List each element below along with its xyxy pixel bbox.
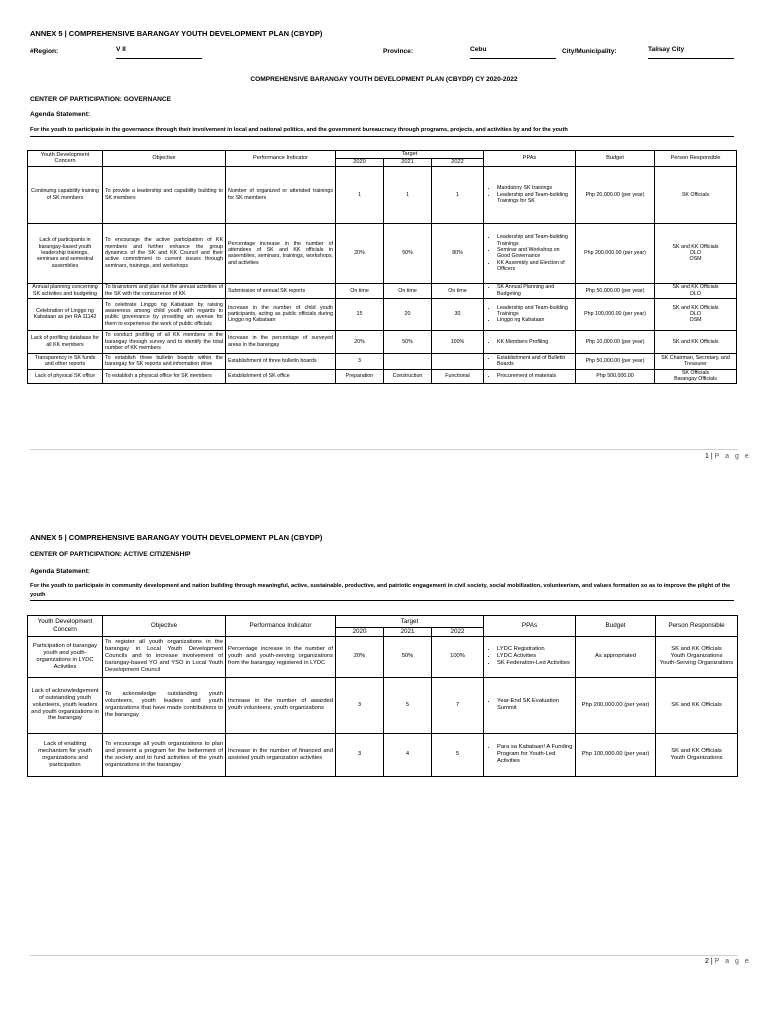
indicator-cell: Percentage increase in the number of youth and youth-serving organizations from the barangay registered in LYDC [226,636,336,677]
annex-title: ANNEX 5 | COMPREHENSIVE BARANGAY YOUTH DEVELOPMENT PLAN (CBYDP) [30,29,323,38]
ppa-item: • Para sa Kabataan! A Funding Program for Youth-Led Activities [497,744,573,765]
person-cell: SK and KK Officials DLO [655,283,737,298]
agenda-underline-2 [30,600,734,601]
target-2021-cell: 50% [384,636,432,677]
ppas-cell [484,166,576,223]
table-row [28,283,737,298]
target-2022-cell: 100% [432,636,484,677]
indicator-cell: Increase in the number of child youth participants, acting as public officials during Linggo ng Kabataan [226,298,336,330]
ppa-item: • Leadership and Team-building Trainings for SK [497,192,573,205]
target-2020-cell: 20% [336,330,384,353]
target-2021-cell: 50% [384,330,432,353]
person-cell: SK and KK Officials DLO OSM [655,298,737,330]
budget-cell: Php 10,000.00 (per year) [576,330,655,353]
ppa-list [486,744,573,765]
target-2020-cell: 3 [336,677,384,733]
ppa-item: • Linggo ng Kabataan [497,317,573,323]
header-person: Person Responsible [655,151,737,167]
budget-cell: As appropriated [576,636,656,677]
table-row [28,223,737,283]
indicator-cell: Increase in the number of financed and assisted youth organization activities [226,733,336,776]
agenda-label: Agenda Statement: [30,111,91,118]
page-footer: 1 | P a g e [705,453,751,460]
header-budget: Budget [576,616,656,637]
concern-cell: Lack of acknowledgement of outstanding youth volunteers, youth leaders and youth organizations in the barangay [28,677,103,733]
target-2021-cell: On time [384,283,432,298]
concern-cell: Lack of profiling database for all KK members [28,330,103,353]
header-year-2022: 2022 [432,628,484,637]
table-row [28,353,737,369]
budget-cell: Php 100,000.00 (per year) [576,298,655,330]
page-word-2: P a g e [714,958,751,965]
person-cell: SK and KK Officials DLO OSM [655,223,737,283]
ppa-list [486,646,573,667]
ppas-cell [484,298,576,330]
target-2021-cell: 50% [384,223,432,283]
header-person: Person Responsible [656,616,738,637]
header-concern: Youth Development Concern [28,151,103,167]
target-2022-cell: 80% [432,223,484,283]
ppa-list [486,339,573,345]
person-cell: SK and KK Officials Youth Organizations [656,733,738,776]
budget-cell: Php 50,000.00 (per year) [576,353,655,369]
governance-plan-table [27,150,737,384]
person-cell: SK Chairman, Secretary, and Treasurer [655,353,737,369]
ppas-cell [484,283,576,298]
objective-cell: To celebrate Linggo ng Kabataan by raising awareness among child youth with regards to public governance by providing an avenue for them to experience the work of public officials [103,298,226,330]
target-2022-cell: 1 [432,166,484,223]
table-row [28,677,738,733]
header-year-2021: 2021 [384,159,432,167]
ppas-cell [484,223,576,283]
target-2021-cell: Construction [384,369,432,383]
header-objective: Objective [103,616,226,637]
budget-cell: Php 100,000.00 (per year) [576,733,656,776]
target-2020-cell: 15 [336,298,384,330]
ppa-list [486,373,573,379]
ppa-list [486,234,573,272]
indicator-cell: Establishment of three bulletin boards [226,353,336,369]
budget-cell: Php 200,000.00 (per year) [576,223,655,283]
header-indicator: Performance Indicator [226,151,336,167]
objective-cell: To establish three bulletin boards within the barangay for SK reports and information drive [103,353,226,369]
person-cell: SK Officials [655,166,737,223]
objective-cell: To provide a leadership and capability building to SK members [103,166,226,223]
ppa-list [486,185,573,204]
plan-title: COMPREHENSIVE BARANGAY YOUTH DEVELOPMENT PLAN (CBYDP) CY 2020-2022 [250,76,518,83]
table-row [28,166,737,223]
budget-cell: Php 200,000.00 (per year) [576,677,656,733]
objective-cell: To conduct profiling of all KK members in the barangay through survey and to identify the total number of KK members [103,330,226,353]
objective-cell: To acknowledge outstanding youth volunteers, youth leaders and youth organizations that have made contributions to the barangay [103,677,226,733]
ppa-item: • LYDC Registration [497,646,573,653]
objective-cell: To register all youth organizations in the barangay in Local Youth Development Councils and to increase involvement of barangay-based YO and YSO in Local Youth Development Council [103,636,226,677]
ppa-item: • Leadership and Team-building Trainings [497,234,573,247]
indicator-cell: Establishment of SK office [226,369,336,383]
footer-divider [30,449,738,450]
concern-cell: Lack of participants in barangay-based youth leadership trainings, seminars and semestral assemblies [28,223,103,283]
center-of-participation: CENTER OF PARTICIPATION: GOVERNANCE [30,96,172,103]
agenda-label-2: Agenda Statement: [30,568,91,575]
annex-title-2: ANNEX 5 | COMPREHENSIVE BARANGAY YOUTH DEVELOPMENT PLAN (CBYDP) [30,533,323,542]
header-indicator: Performance Indicator [226,616,336,637]
indicator-cell: Percentage increase in the number of attendees of SK and KK officials in assemblies, seminars, trainings, workshops, and activities [226,223,336,283]
header-objective: Objective [103,151,226,167]
target-2020-cell: 20% [336,636,384,677]
province-value: Cebu [470,46,556,59]
ppas-cell [484,677,576,733]
target-2021-cell [384,353,432,369]
person-cell: SK and KK Officials [656,677,738,733]
header-budget: Budget [576,151,655,167]
objective-cell: To encourage the active participation of KK members and further enhance the group dynamics of the SK and KK Council and their active commitment to current issues through seminars, trainings, and workshops [103,223,226,283]
ppa-item: • Year-End SK Evaluation Summit [497,698,573,712]
ppa-item: • Seminar and Workshop on Good Governance [497,247,573,260]
ppas-cell [484,330,576,353]
indicator-cell: Number of organized or attended trainings for SK members [226,166,336,223]
ppa-item: • Leadership and Team-building Trainings [497,305,573,318]
page-number-2: 2 [705,958,709,965]
footer-divider-2 [30,955,738,956]
ppa-item: • Establishment and of Bulletin Boards [497,355,573,368]
region-value: V II [116,46,202,59]
person-cell: SK and KK Officials Youth Organizations Youth-Serving Organizations [656,636,738,677]
concern-cell: Annual planning concerning SK activities and budgeting [28,283,103,298]
target-2020-cell: 20% [336,223,384,283]
target-2022-cell: 7 [432,677,484,733]
objective-cell: To brainstorm and plan out the annual activities of the SK with the concurrence of KK [103,283,226,298]
target-2020-cell: On time [336,283,384,298]
concern-cell: Celebration of Linggo ng Kabataan as per RA 11142 [28,298,103,330]
target-2022-cell: On time [432,283,484,298]
header-year-2020: 2020 [336,159,384,167]
concern-cell: Lack of enabling mechanism for youth organizations and participation [28,733,103,776]
ppa-item: • SK Annual Planning and Budgeting [497,284,573,297]
concern-cell: Lack of physical SK office [28,369,103,383]
agenda-statement-2: For the youth to participate in community development and nation building through meaningful, active, sustainable, productive, and patriotic engagement in civil society, social mobilization, volunteerism, and values formation so as to improve the plight of the youth [30,583,731,598]
target-2021-cell: 1 [384,166,432,223]
target-2021-cell: 4 [384,733,432,776]
ppas-cell [484,353,576,369]
table-row [28,330,737,353]
ppas-cell [484,636,576,677]
header-year-2022: 2022 [432,159,484,167]
table-row [28,733,738,776]
header-year-2020: 2020 [336,628,384,637]
target-2021-cell: 20 [384,298,432,330]
target-2021-cell: 5 [384,677,432,733]
region-label: #Region: [30,48,59,55]
table-row [28,636,738,677]
target-2020-cell: 3 [336,353,384,369]
ppa-list [486,305,573,324]
ppa-list [486,284,573,297]
concern-cell: Transparency in SK funds and other reports [28,353,103,369]
objective-cell: To establish a physical office for SK members [103,369,226,383]
budget-cell: Php 50,000.00 (per year) [576,283,655,298]
table-row [28,369,737,383]
header-concern: Youth Development Concern [28,616,103,637]
target-2022-cell: Functional [432,369,484,383]
page-number: 1 [705,453,709,460]
budget-cell: Php 500,000.00 [576,369,655,383]
page-word: P a g e [714,453,751,460]
target-2022-cell: 100% [432,330,484,353]
center-of-participation-2: CENTER OF PARTICIPATION: ACTIVE CITIZENSHIP [30,551,191,558]
indicator-cell: Submission of annual SK reports [226,283,336,298]
target-2022-cell [432,353,484,369]
header-ppas: PPAs [484,151,576,167]
table-header-row [28,151,737,159]
objective-cell: To encourage all youth organizations to plan and present a program for the betterment of the society and to fund activities of the youth organizations in the barangay [103,733,226,776]
page-footer-2: 2 | P a g e [705,958,751,965]
table-header-row [28,616,738,628]
indicator-cell: Increase in the percentage of surveyed areas in the barangay [226,330,336,353]
header-target: Target [336,616,484,628]
ppa-list [486,355,573,368]
target-2022-cell: 30 [432,298,484,330]
budget-cell: Php 20,000.00 (per year) [576,166,655,223]
ppa-item: • Mandatory SK trainings [497,185,573,191]
header-target: Target [336,151,484,159]
agenda-underline [30,136,734,137]
table-row [28,298,737,330]
ppas-cell [484,369,576,383]
target-2020-cell: Preparation [336,369,384,383]
person-cell: SK and KK Officials [655,330,737,353]
city-value: Talisay City [648,46,734,59]
ppa-item: • Procurement of materials [497,373,573,379]
agenda-statement: For the youth to participate in the governance through their involvement in local and national politics, and the government bureaucracy through programs, projects, and activities by and for the youth [30,127,568,133]
province-label: Province: [383,48,414,55]
ppa-item: • KK Members Profiling [497,339,573,345]
target-2022-cell: 5 [432,733,484,776]
header-year-2021: 2021 [384,628,432,637]
header-ppas: PPAs [484,616,576,637]
concern-cell: Continuing capability training of SK members [28,166,103,223]
indicator-cell: Increase in the number of awarded youth volunteers, youth organizations [226,677,336,733]
concern-cell: Participation of barangay youth and youth-organizations in LYDC Activities [28,636,103,677]
ppa-item: • LYDC Activities [497,653,573,660]
target-2020-cell: 1 [336,166,384,223]
active-citizenship-plan-table [27,615,738,777]
person-cell: SK Officials Barangay Officials [655,369,737,383]
ppa-item: • SK Federation-Led Activities [497,660,573,667]
city-label: City/Municipality: [562,48,617,55]
ppa-list [486,698,573,712]
ppas-cell [484,733,576,776]
ppa-item: • KK Assembly and Election of Officers [497,260,573,273]
target-2020-cell: 3 [336,733,384,776]
